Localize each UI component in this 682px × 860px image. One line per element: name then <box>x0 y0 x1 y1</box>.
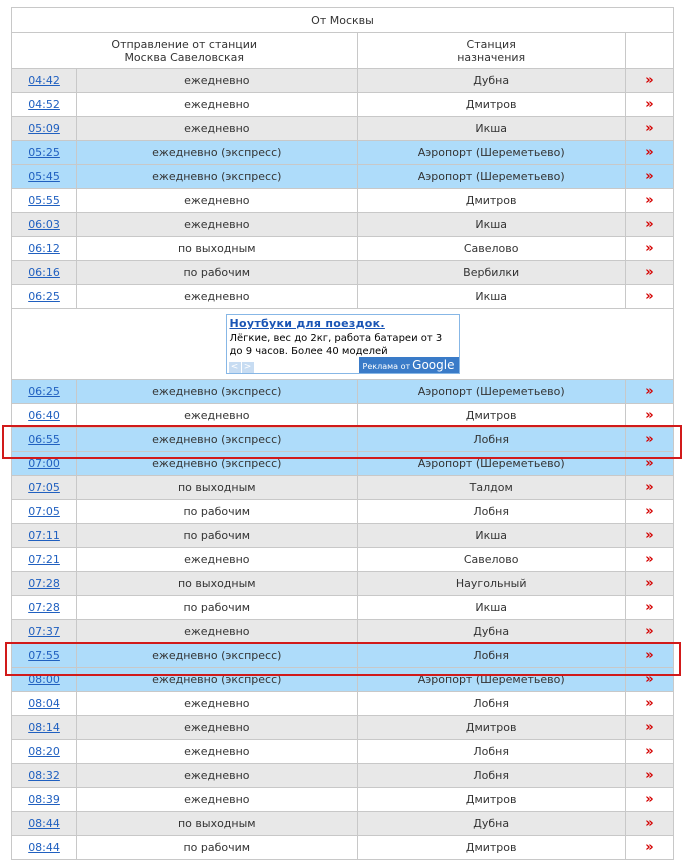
ad-text: Лёгкие, вес до 2кг, работа батареи от 3 до 9 часов. Более 40 моделей <box>229 333 443 357</box>
destination-cell: Лобня <box>357 428 625 452</box>
table-row <box>12 189 674 213</box>
time-cell <box>12 596 77 620</box>
days-cell: ежедневно <box>77 692 357 716</box>
days-cell: ежедневно (экспресс) <box>77 165 357 189</box>
time-cell <box>12 740 77 764</box>
details-cell <box>625 452 673 476</box>
days-cell: ежедневно (экспресс) <box>77 452 357 476</box>
details-arrow-icon[interactable]: » <box>645 528 654 543</box>
departure-column-header <box>12 33 358 69</box>
departure-time-link[interactable]: 08:04 <box>28 697 60 710</box>
table-row <box>12 69 674 93</box>
departure-time-link[interactable]: 07:55 <box>28 649 60 662</box>
days-cell: ежедневно <box>77 620 357 644</box>
table-row <box>12 740 674 764</box>
table-row <box>12 836 674 860</box>
destination-cell: Аэропорт (Шереметьево) <box>357 668 625 692</box>
departure-time-link[interactable]: 08:44 <box>28 841 60 854</box>
table-row <box>12 404 674 428</box>
schedule-rows-bottom <box>12 380 674 860</box>
time-cell <box>12 692 77 716</box>
destination-cell: Дмитров <box>357 716 625 740</box>
time-cell <box>12 141 77 165</box>
ad-row <box>12 309 674 380</box>
departure-time-link[interactable]: 05:25 <box>28 146 60 159</box>
details-arrow-icon[interactable]: » <box>645 241 654 256</box>
days-cell: по выходным <box>77 812 357 836</box>
destination-cell: Аэропорт (Шереметьево) <box>357 141 625 165</box>
time-cell <box>12 836 77 860</box>
table-row <box>12 620 674 644</box>
destination-header-line2: назначения <box>457 50 526 64</box>
table-row <box>12 237 674 261</box>
days-cell: ежедневно <box>77 716 357 740</box>
details-arrow-icon[interactable]: » <box>645 145 654 160</box>
more-column-header <box>625 33 673 69</box>
time-cell <box>12 261 77 285</box>
days-cell: по рабочим <box>77 524 357 548</box>
details-arrow-icon[interactable]: » <box>645 265 654 280</box>
details-arrow-icon[interactable]: » <box>645 720 654 735</box>
departure-time-link[interactable]: 08:14 <box>28 721 60 734</box>
time-cell <box>12 93 77 117</box>
destination-cell: Икша <box>357 285 625 309</box>
details-arrow-icon[interactable]: » <box>645 408 654 423</box>
destination-cell: Дмитров <box>357 189 625 213</box>
days-cell: ежедневно (экспресс) <box>77 644 357 668</box>
days-cell: по выходным <box>77 237 357 261</box>
departure-time-link[interactable]: 07:11 <box>28 529 60 542</box>
destination-cell: Дмитров <box>357 788 625 812</box>
details-arrow-icon[interactable]: » <box>645 504 654 519</box>
table-row <box>12 716 674 740</box>
details-cell <box>625 500 673 524</box>
time-cell <box>12 476 77 500</box>
departure-time-link[interactable]: 08:44 <box>28 817 60 830</box>
table-row <box>12 452 674 476</box>
table-row <box>12 476 674 500</box>
departure-time-link[interactable]: 05:45 <box>28 170 60 183</box>
details-cell <box>625 572 673 596</box>
departure-time-link[interactable]: 08:39 <box>28 793 60 806</box>
days-cell: ежедневно <box>77 548 357 572</box>
ad-section <box>12 309 674 380</box>
destination-cell: Вербилки <box>357 261 625 285</box>
departure-time-link[interactable]: 07:00 <box>28 457 60 470</box>
details-cell <box>625 428 673 452</box>
ad-navigation <box>229 359 257 371</box>
details-arrow-icon[interactable]: » <box>645 576 654 591</box>
table-row <box>12 548 674 572</box>
time-cell <box>12 117 77 141</box>
time-cell <box>12 189 77 213</box>
destination-cell: Аэропорт (Шереметьево) <box>357 380 625 404</box>
destination-cell: Дубна <box>357 812 625 836</box>
ad-brand-prefix: Реклама от <box>362 362 411 371</box>
table-row <box>12 261 674 285</box>
days-cell: ежедневно (экспресс) <box>77 141 357 165</box>
table-row <box>12 213 674 237</box>
destination-cell: Талдом <box>357 476 625 500</box>
time-cell <box>12 452 77 476</box>
days-cell: ежедневно <box>77 285 357 309</box>
destination-cell: Дмитров <box>357 404 625 428</box>
table-row <box>12 764 674 788</box>
details-cell <box>625 285 673 309</box>
days-cell: по выходным <box>77 476 357 500</box>
time-cell <box>12 812 77 836</box>
time-cell <box>12 285 77 309</box>
destination-cell: Икша <box>357 524 625 548</box>
details-arrow-icon[interactable]: » <box>645 744 654 759</box>
days-cell: по рабочим <box>77 500 357 524</box>
departure-time-link[interactable]: 05:55 <box>28 194 60 207</box>
departure-time-link[interactable]: 06:12 <box>28 242 60 255</box>
details-cell <box>625 596 673 620</box>
days-cell: по рабочим <box>77 261 357 285</box>
details-cell <box>625 69 673 93</box>
departure-time-link[interactable]: 07:05 <box>28 481 60 494</box>
details-cell <box>625 213 673 237</box>
departure-time-link[interactable]: 06:16 <box>28 266 60 279</box>
details-cell <box>625 380 673 404</box>
details-cell <box>625 261 673 285</box>
days-cell: ежедневно <box>77 404 357 428</box>
details-arrow-icon[interactable]: » <box>645 840 654 855</box>
destination-cell: Дмитров <box>357 93 625 117</box>
details-arrow-icon[interactable]: » <box>645 816 654 831</box>
details-cell <box>625 165 673 189</box>
destination-cell: Лобня <box>357 692 625 716</box>
details-arrow-icon[interactable]: » <box>645 384 654 399</box>
details-arrow-icon[interactable]: » <box>645 768 654 783</box>
details-arrow-icon[interactable]: » <box>645 73 654 88</box>
destination-cell: Дубна <box>357 69 625 93</box>
days-cell: ежедневно (экспресс) <box>77 668 357 692</box>
details-cell <box>625 692 673 716</box>
details-arrow-icon[interactable]: » <box>645 97 654 112</box>
days-cell: по рабочим <box>77 836 357 860</box>
details-cell <box>625 237 673 261</box>
details-cell <box>625 836 673 860</box>
table-row <box>12 93 674 117</box>
days-cell: по рабочим <box>77 596 357 620</box>
days-cell: ежедневно <box>77 189 357 213</box>
details-cell <box>625 404 673 428</box>
details-cell <box>625 740 673 764</box>
days-cell: ежедневно <box>77 117 357 141</box>
table-row <box>12 788 674 812</box>
time-cell <box>12 404 77 428</box>
time-cell <box>12 644 77 668</box>
time-cell <box>12 380 77 404</box>
destination-cell: Дмитров <box>357 836 625 860</box>
table-title-row <box>12 8 674 33</box>
ad-next-button[interactable]: > <box>242 362 254 373</box>
departure-time-link[interactable]: 06:55 <box>28 433 60 446</box>
details-arrow-icon[interactable]: » <box>645 696 654 711</box>
departure-time-link[interactable]: 04:42 <box>28 74 60 87</box>
days-cell: по выходным <box>77 572 357 596</box>
time-cell <box>12 69 77 93</box>
details-cell <box>625 117 673 141</box>
details-cell <box>625 644 673 668</box>
departure-time-link[interactable]: 07:28 <box>28 601 60 614</box>
details-arrow-icon[interactable]: » <box>645 121 654 136</box>
days-cell: ежедневно <box>77 213 357 237</box>
details-arrow-icon[interactable]: » <box>645 792 654 807</box>
details-cell <box>625 141 673 165</box>
destination-cell: Икша <box>357 117 625 141</box>
table-row <box>12 380 674 404</box>
destination-cell: Лобня <box>357 644 625 668</box>
details-cell <box>625 812 673 836</box>
details-cell <box>625 548 673 572</box>
departure-time-link[interactable]: 07:05 <box>28 505 60 518</box>
departure-time-link[interactable]: 05:09 <box>28 122 60 135</box>
table-row <box>12 644 674 668</box>
time-cell <box>12 500 77 524</box>
details-cell <box>625 524 673 548</box>
table-row <box>12 572 674 596</box>
destination-cell: Аэропорт (Шереметьево) <box>357 165 625 189</box>
ad-title-link[interactable]: Ноутбуки для поездок. <box>229 317 385 330</box>
details-arrow-icon[interactable]: » <box>645 217 654 232</box>
departure-time-link[interactable]: 04:52 <box>28 98 60 111</box>
table-row <box>12 524 674 548</box>
details-cell <box>625 189 673 213</box>
table-header-row <box>12 33 674 69</box>
schedule-rows-top <box>12 69 674 309</box>
destination-cell: Савелово <box>357 237 625 261</box>
departure-time-link[interactable]: 08:32 <box>28 769 60 782</box>
details-arrow-icon[interactable]: » <box>645 624 654 639</box>
table-row <box>12 117 674 141</box>
destination-cell: Лобня <box>357 740 625 764</box>
ad-prev-button[interactable]: < <box>229 362 241 373</box>
details-arrow-icon[interactable]: » <box>645 600 654 615</box>
time-cell <box>12 524 77 548</box>
departure-time-link[interactable]: 06:25 <box>28 290 60 303</box>
time-cell <box>12 668 77 692</box>
details-arrow-icon[interactable]: » <box>645 672 654 687</box>
ads-by-google-link[interactable] <box>359 357 459 373</box>
table-row <box>12 500 674 524</box>
ad-cell <box>12 309 674 380</box>
details-arrow-icon[interactable]: » <box>645 648 654 663</box>
time-cell <box>12 620 77 644</box>
departure-time-link[interactable]: 06:40 <box>28 409 60 422</box>
table-row <box>12 428 674 452</box>
details-cell <box>625 668 673 692</box>
time-cell <box>12 788 77 812</box>
table-row <box>12 692 674 716</box>
days-cell: ежедневно <box>77 740 357 764</box>
departure-time-link[interactable]: 06:25 <box>28 385 60 398</box>
details-cell <box>625 476 673 500</box>
google-ad-block[interactable] <box>226 314 460 374</box>
details-arrow-icon[interactable]: » <box>645 289 654 304</box>
departure-time-link[interactable]: 06:03 <box>28 218 60 231</box>
destination-cell: Икша <box>357 596 625 620</box>
details-cell <box>625 93 673 117</box>
destination-cell: Икша <box>357 213 625 237</box>
table-row <box>12 596 674 620</box>
table-row <box>12 141 674 165</box>
destination-cell: Аэропорт (Шереметьево) <box>357 452 625 476</box>
time-cell <box>12 716 77 740</box>
time-cell <box>12 213 77 237</box>
destination-cell: Лобня <box>357 764 625 788</box>
table-row <box>12 812 674 836</box>
departure-header-line2: Москва Савеловская <box>124 50 245 64</box>
days-cell: ежедневно <box>77 69 357 93</box>
table-row <box>12 668 674 692</box>
details-cell <box>625 620 673 644</box>
details-arrow-icon[interactable]: » <box>645 193 654 208</box>
destination-header-line1: Станция <box>466 37 516 51</box>
details-cell <box>625 716 673 740</box>
destination-cell: Дубна <box>357 620 625 644</box>
days-cell: ежедневно <box>77 788 357 812</box>
details-cell <box>625 764 673 788</box>
destination-column-header <box>357 33 625 69</box>
time-cell <box>12 428 77 452</box>
time-cell <box>12 237 77 261</box>
table-row <box>12 165 674 189</box>
destination-cell: Наугольный <box>357 572 625 596</box>
days-cell: ежедневно (экспресс) <box>77 380 357 404</box>
departure-time-link[interactable]: 08:00 <box>28 673 60 686</box>
table-row <box>12 285 674 309</box>
details-cell <box>625 788 673 812</box>
departure-time-link[interactable]: 07:28 <box>28 577 60 590</box>
departure-time-link[interactable]: 08:20 <box>28 745 60 758</box>
google-logo: Google <box>412 358 455 372</box>
time-cell <box>12 572 77 596</box>
details-arrow-icon[interactable]: » <box>645 169 654 184</box>
details-arrow-icon[interactable]: » <box>645 480 654 495</box>
days-cell: ежедневно <box>77 93 357 117</box>
days-cell: ежедневно <box>77 764 357 788</box>
time-cell <box>12 764 77 788</box>
time-cell <box>12 165 77 189</box>
departure-header-line1: Отправление от станции <box>111 37 258 51</box>
details-arrow-icon[interactable]: » <box>645 552 654 567</box>
schedule-table <box>11 7 674 860</box>
departure-time-link[interactable]: 07:37 <box>28 625 60 638</box>
details-arrow-icon[interactable]: » <box>645 456 654 471</box>
destination-cell: Лобня <box>357 500 625 524</box>
days-cell: ежедневно (экспресс) <box>77 428 357 452</box>
table-title: От Москвы <box>12 8 674 33</box>
destination-cell: Савелово <box>357 548 625 572</box>
details-arrow-icon[interactable]: » <box>645 432 654 447</box>
time-cell <box>12 548 77 572</box>
departure-time-link[interactable]: 07:21 <box>28 553 60 566</box>
